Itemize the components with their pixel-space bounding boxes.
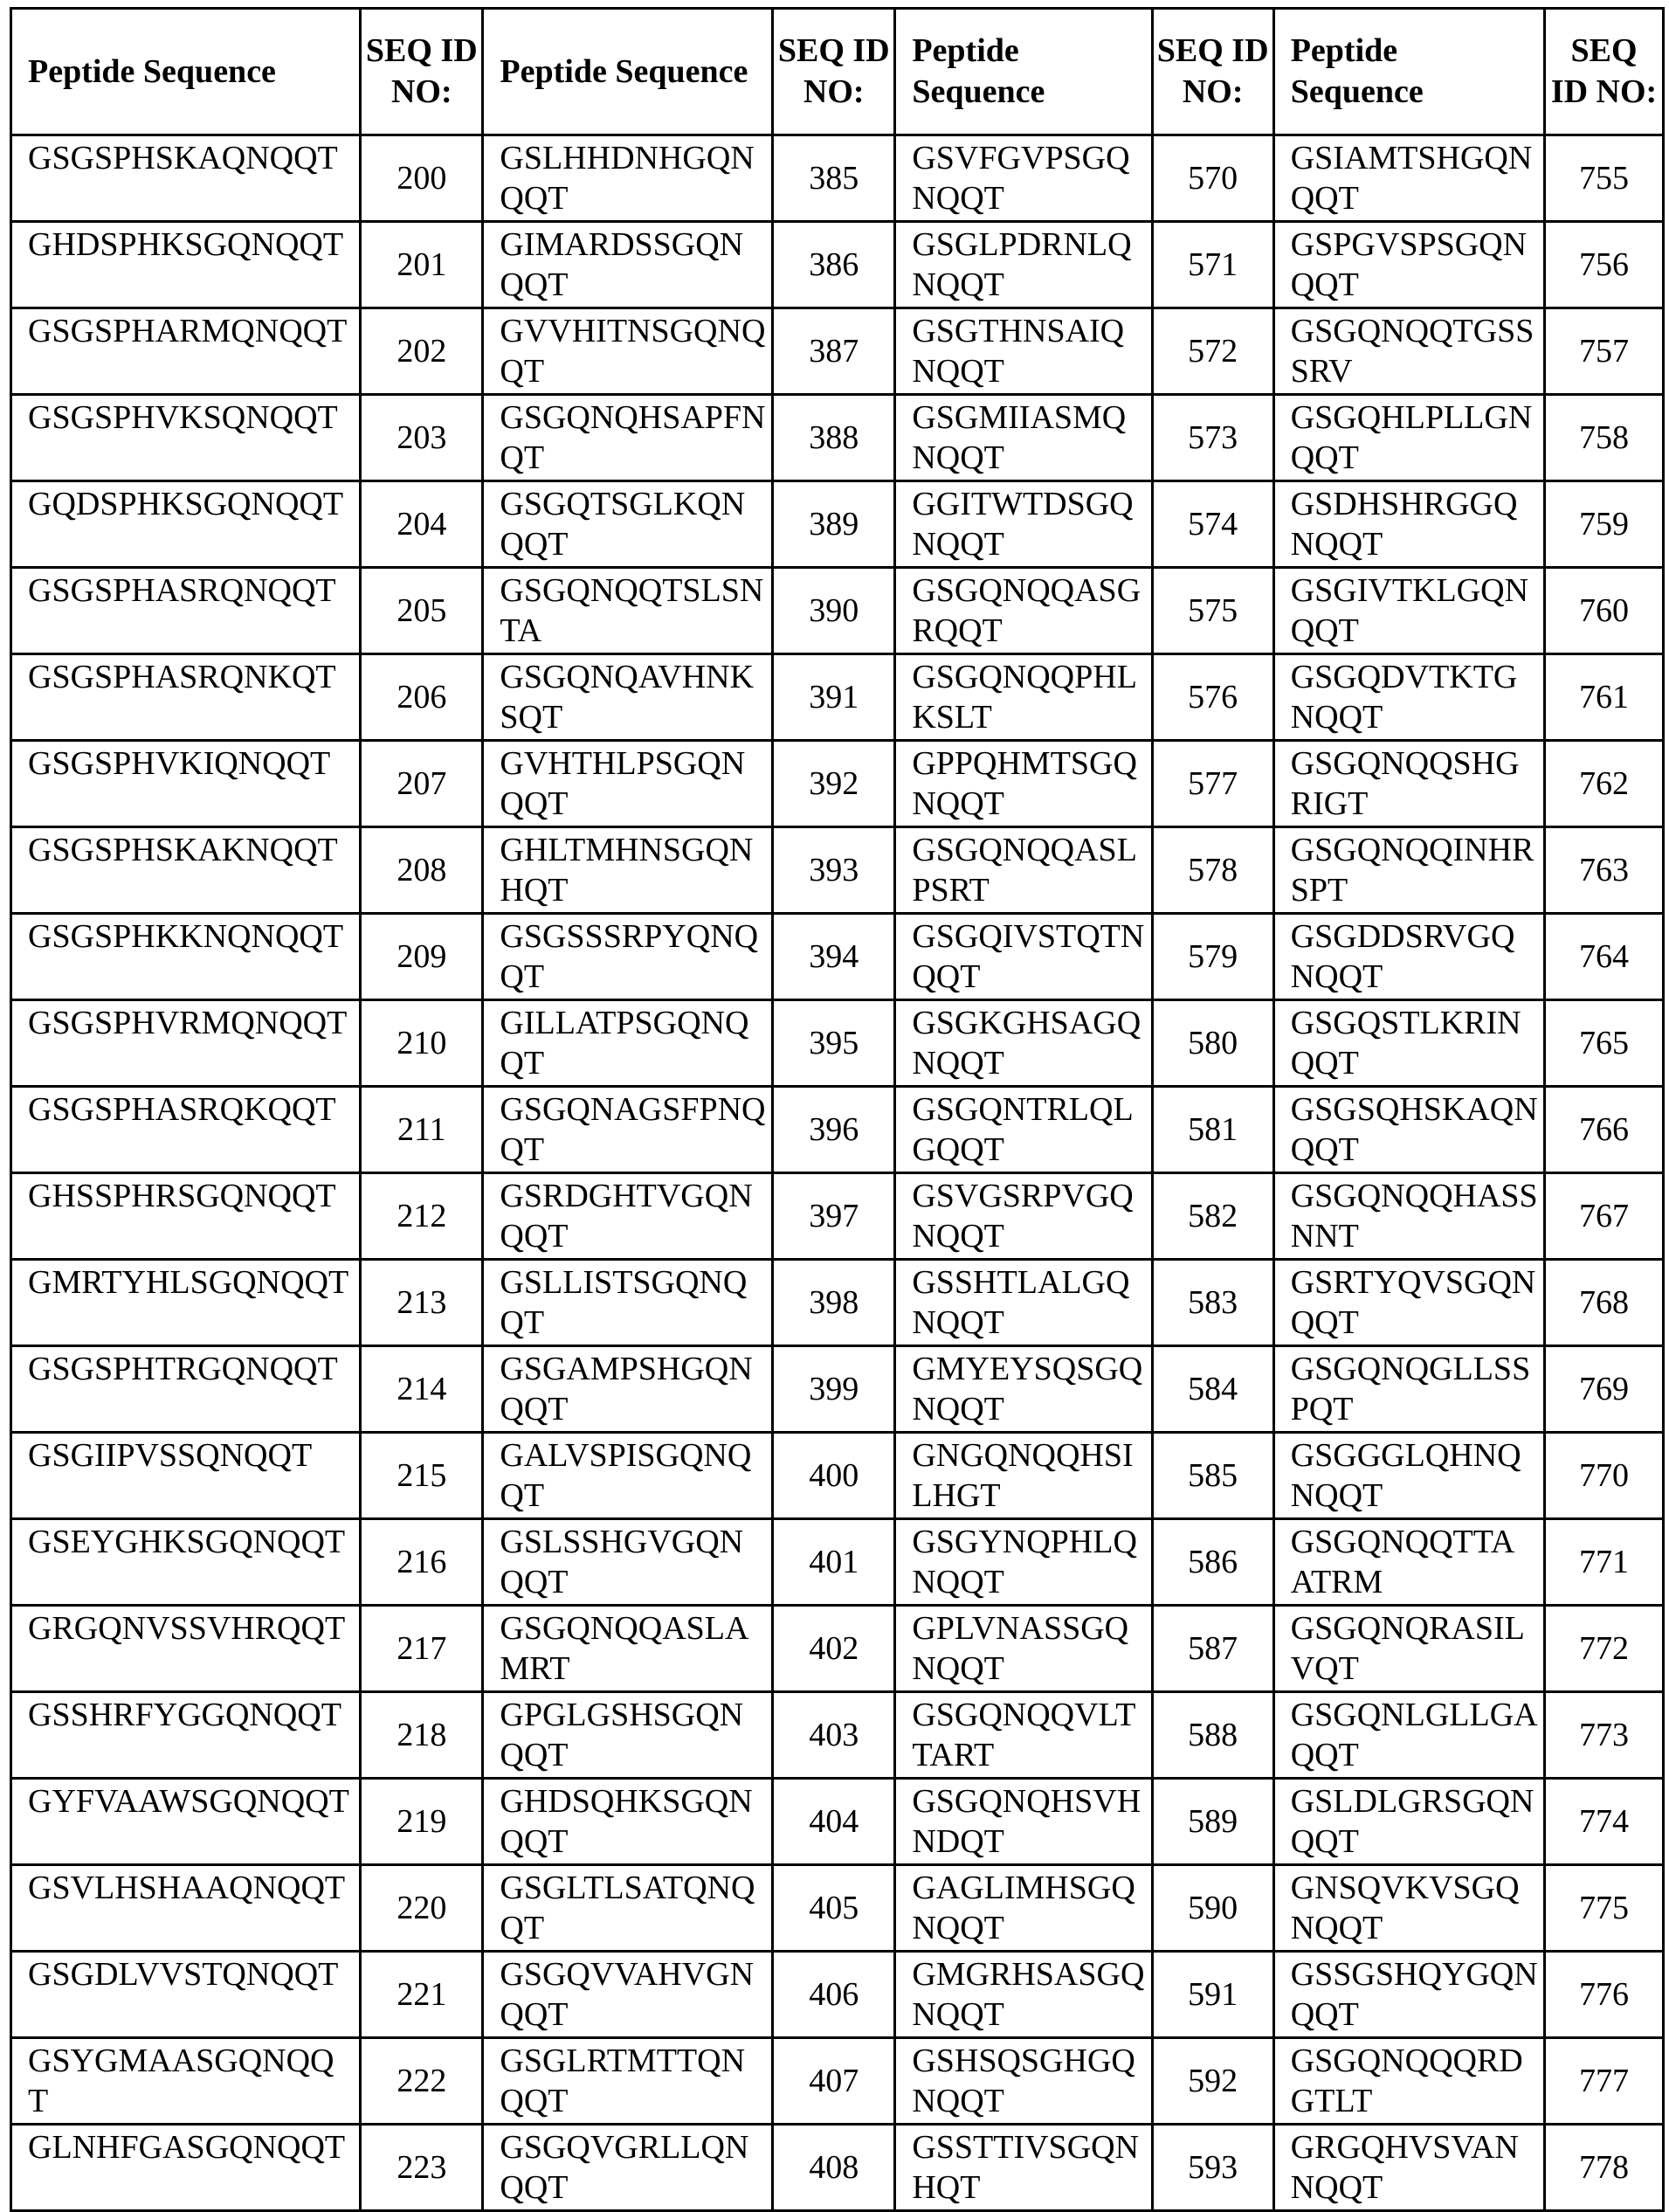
- table-row: [11, 481, 1664, 568]
- seq-id-cell: 583: [1152, 1260, 1273, 1346]
- table-row: [11, 914, 1664, 1000]
- seq-id-cell: 395: [773, 1000, 895, 1087]
- peptide-sequence-cell: GVHTHLPSGQNQQT: [483, 741, 773, 827]
- peptide-sequence-cell: GMYEYSQSGQNQQT: [895, 1346, 1152, 1433]
- table-row: [11, 1519, 1664, 1606]
- peptide-sequence-cell: GHDSPHKSGQNQQT: [11, 222, 361, 308]
- seq-id-cell: 776: [1545, 1952, 1664, 2038]
- seq-id-cell: 203: [361, 395, 483, 481]
- seq-id-cell: 766: [1545, 1087, 1664, 1173]
- peptide-sequence-cell: GSGSPHVKIQNQQT: [11, 741, 361, 827]
- peptide-sequence-cell: GSSHRFYGGQNQQT: [11, 1692, 361, 1779]
- peptide-sequence-cell: GSGQVGRLLQNQQT: [483, 2125, 773, 2211]
- header-seq-id: SEQ ID NO:: [361, 9, 483, 135]
- seq-id-cell: 588: [1152, 1692, 1273, 1779]
- peptide-sequence-cell: GNSQVKVSGQNQQT: [1273, 1865, 1544, 1952]
- seq-id-cell: 586: [1152, 1519, 1273, 1606]
- seq-id-cell: 220: [361, 1865, 483, 1952]
- peptide-sequence-cell: GSGMIIASMQNQQT: [895, 395, 1152, 481]
- peptide-sequence-cell: GSGQNQHSAPFNQT: [483, 395, 773, 481]
- peptide-sequence-cell: GSGKGHSAGQNQQT: [895, 1000, 1152, 1087]
- header-peptide-sequence: Peptide Sequence: [483, 9, 773, 135]
- peptide-sequence-cell: GPGLGSHSGQNQQT: [483, 1692, 773, 1779]
- header-seq-id: SEQ ID NO:: [1545, 9, 1664, 135]
- seq-id-cell: 577: [1152, 741, 1273, 827]
- peptide-sequence-cell: GSGQNTRLQLGQQT: [895, 1087, 1152, 1173]
- seq-id-cell: 765: [1545, 1000, 1664, 1087]
- table-row: [11, 1779, 1664, 1865]
- seq-id-cell: 573: [1152, 395, 1273, 481]
- table-row: [11, 1865, 1664, 1952]
- seq-id-cell: 408: [773, 2125, 895, 2211]
- peptide-sequence-cell: GSGQNQAVHNKSQT: [483, 654, 773, 741]
- peptide-sequence-cell: GSRDGHTVGQNQQT: [483, 1173, 773, 1260]
- table-row: [11, 2125, 1664, 2211]
- peptide-sequence-cell: GPPQHMTSGQNQQT: [895, 741, 1152, 827]
- seq-id-cell: 572: [1152, 308, 1273, 395]
- seq-id-cell: 587: [1152, 1606, 1273, 1692]
- seq-id-cell: 772: [1545, 1606, 1664, 1692]
- seq-id-cell: 205: [361, 568, 483, 654]
- seq-id-cell: 403: [773, 1692, 895, 1779]
- peptide-sequence-cell: GSGQNQQASLAMRT: [483, 1606, 773, 1692]
- seq-id-cell: 591: [1152, 1952, 1273, 2038]
- peptide-sequence-cell: GSGSPHKKNQNQQT: [11, 914, 361, 1000]
- seq-id-cell: 762: [1545, 741, 1664, 827]
- peptide-sequence-cell: GALVSPISGQNQQT: [483, 1433, 773, 1519]
- peptide-sequence-cell: GSGDLVVSTQNQQT: [11, 1952, 361, 2038]
- peptide-sequence-cell: GSLSSHGVGQNQQT: [483, 1519, 773, 1606]
- seq-id-cell: 770: [1545, 1433, 1664, 1519]
- peptide-sequence-cell: GSGQNQQTTAATRM: [1273, 1519, 1544, 1606]
- peptide-sequence-cell: GSGQNQQHASSNNT: [1273, 1173, 1544, 1260]
- peptide-sequence-cell: GSGQNQQQRDGTLT: [1273, 2038, 1544, 2125]
- peptide-sequence-cell: GSGQDVTKTGNQQT: [1273, 654, 1544, 741]
- seq-id-cell: 758: [1545, 395, 1664, 481]
- seq-id-cell: 400: [773, 1433, 895, 1519]
- peptide-sequence-cell: GQDSPHKSGQNQQT: [11, 481, 361, 568]
- table-row: [11, 395, 1664, 481]
- seq-id-cell: 575: [1152, 568, 1273, 654]
- header-seq-id: SEQ ID NO:: [773, 9, 895, 135]
- seq-id-cell: 204: [361, 481, 483, 568]
- seq-id-cell: 578: [1152, 827, 1273, 914]
- seq-id-cell: 589: [1152, 1779, 1273, 1865]
- peptide-sequence-cell: GSVFGVPSGQNQQT: [895, 135, 1152, 222]
- peptide-sequence-cell: GSGDDSRVGQNQQT: [1273, 914, 1544, 1000]
- seq-id-cell: 768: [1545, 1260, 1664, 1346]
- seq-id-cell: 211: [361, 1087, 483, 1173]
- peptide-sequence-cell: GSGQNQQASGRQQT: [895, 568, 1152, 654]
- peptide-sequence-cell: GSRTYQVSGQNQQT: [1273, 1260, 1544, 1346]
- seq-id-cell: 570: [1152, 135, 1273, 222]
- table-row: [11, 827, 1664, 914]
- seq-id-cell: 398: [773, 1260, 895, 1346]
- seq-id-cell: 206: [361, 654, 483, 741]
- seq-id-cell: 208: [361, 827, 483, 914]
- seq-id-cell: 582: [1152, 1173, 1273, 1260]
- peptide-sequence-cell: GSGQNQGLLSSPQT: [1273, 1346, 1544, 1433]
- seq-id-cell: 402: [773, 1606, 895, 1692]
- peptide-sequence-cell: GRGQHVSVANNQQT: [1273, 2125, 1544, 2211]
- seq-id-cell: 407: [773, 2038, 895, 2125]
- peptide-sequence-cell: GSVGSRPVGQNQQT: [895, 1173, 1152, 1260]
- peptide-sequence-table: [10, 7, 1665, 2212]
- peptide-sequence-cell: GSLHHDNHGQNQQT: [483, 135, 773, 222]
- peptide-sequence-cell: GSGQNQQTSLSNTA: [483, 568, 773, 654]
- header-row: [11, 9, 1664, 135]
- peptide-sequence-cell: GVVHITNSGQNQQT: [483, 308, 773, 395]
- table-row: [11, 1433, 1664, 1519]
- header-seq-id: SEQ ID NO:: [1152, 9, 1273, 135]
- seq-id-cell: 218: [361, 1692, 483, 1779]
- peptide-sequence-cell: GHSSPHRSGQNQQT: [11, 1173, 361, 1260]
- peptide-sequence-cell: GSGQVVAHVGNQQT: [483, 1952, 773, 2038]
- peptide-sequence-cell: GSSTTIVSGQNHQT: [895, 2125, 1152, 2211]
- peptide-sequence-cell: GSGIIPVSSQNQQT: [11, 1433, 361, 1519]
- table-row: [11, 1606, 1664, 1692]
- peptide-sequence-cell: GLNHFGASGQNQQT: [11, 2125, 361, 2211]
- peptide-sequence-cell: GAGLIMHSGQNQQT: [895, 1865, 1152, 1952]
- seq-id-cell: 215: [361, 1433, 483, 1519]
- peptide-sequence-cell: GHLTMHNSGQNHQT: [483, 827, 773, 914]
- peptide-sequence-cell: GSSHTLALGQNQQT: [895, 1260, 1152, 1346]
- seq-id-cell: 773: [1545, 1692, 1664, 1779]
- seq-id-cell: 584: [1152, 1346, 1273, 1433]
- seq-id-cell: 217: [361, 1606, 483, 1692]
- peptide-sequence-cell: GSGQIVSTQTNQQT: [895, 914, 1152, 1000]
- peptide-sequence-cell: GSEYGHKSGQNQQT: [11, 1519, 361, 1606]
- seq-id-cell: 592: [1152, 2038, 1273, 2125]
- peptide-sequence-cell: GSGSPHASRQNQQT: [11, 568, 361, 654]
- table-row: [11, 308, 1664, 395]
- peptide-sequence-cell: GSGSPHARMQNQQT: [11, 308, 361, 395]
- peptide-sequence-cell: GSGQNQQVLTTART: [895, 1692, 1152, 1779]
- peptide-sequence-cell: GNGQNQQHSILHGT: [895, 1433, 1152, 1519]
- seq-id-cell: 222: [361, 2038, 483, 2125]
- seq-id-cell: 757: [1545, 308, 1664, 395]
- header-peptide-sequence: Peptide Sequence: [1273, 9, 1544, 135]
- seq-id-cell: 213: [361, 1260, 483, 1346]
- table-row: [11, 222, 1664, 308]
- seq-id-cell: 394: [773, 914, 895, 1000]
- seq-id-cell: 223: [361, 2125, 483, 2211]
- peptide-sequence-cell: GSGLTLSATQNQQT: [483, 1865, 773, 1952]
- seq-id-cell: 769: [1545, 1346, 1664, 1433]
- seq-id-cell: 219: [361, 1779, 483, 1865]
- seq-id-cell: 761: [1545, 654, 1664, 741]
- seq-id-cell: 216: [361, 1519, 483, 1606]
- peptide-sequence-cell: GSLDLGRSGQNQQT: [1273, 1779, 1544, 1865]
- peptide-sequence-cell: GSGQNQQINHRSPT: [1273, 827, 1544, 914]
- peptide-sequence-cell: GHDSQHKSGQNQQT: [483, 1779, 773, 1865]
- peptide-sequence-cell: GSGSPHASRQKQQT: [11, 1087, 361, 1173]
- peptide-sequence-cell: GSGQNLGLLGAQQT: [1273, 1692, 1544, 1779]
- seq-id-cell: 756: [1545, 222, 1664, 308]
- table-row: [11, 1692, 1664, 1779]
- seq-id-cell: 579: [1152, 914, 1273, 1000]
- peptide-sequence-cell: GSGQHLPLLGNQQT: [1273, 395, 1544, 481]
- seq-id-cell: 585: [1152, 1433, 1273, 1519]
- seq-id-cell: 774: [1545, 1779, 1664, 1865]
- seq-id-cell: 396: [773, 1087, 895, 1173]
- seq-id-cell: 392: [773, 741, 895, 827]
- seq-id-cell: 389: [773, 481, 895, 568]
- seq-id-cell: 397: [773, 1173, 895, 1260]
- table-row: [11, 741, 1664, 827]
- header-peptide-sequence: Peptide Sequence: [895, 9, 1152, 135]
- peptide-sequence-cell: GSGSPHSKAKNQQT: [11, 827, 361, 914]
- table-row: [11, 1260, 1664, 1346]
- peptide-sequence-cell: GSGSSSRPYQNQQT: [483, 914, 773, 1000]
- seq-id-cell: 386: [773, 222, 895, 308]
- peptide-sequence-cell: GSGQNQQASLPSRT: [895, 827, 1152, 914]
- seq-id-cell: 406: [773, 1952, 895, 2038]
- seq-id-cell: 755: [1545, 135, 1664, 222]
- seq-id-cell: 571: [1152, 222, 1273, 308]
- seq-id-cell: 209: [361, 914, 483, 1000]
- seq-id-cell: 764: [1545, 914, 1664, 1000]
- seq-id-cell: 214: [361, 1346, 483, 1433]
- peptide-sequence-cell: GSGLPDRNLQNQQT: [895, 222, 1152, 308]
- table-row: [11, 1346, 1664, 1433]
- seq-id-cell: 212: [361, 1173, 483, 1260]
- table-row: [11, 1173, 1664, 1260]
- peptide-sequence-cell: GSHSQSGHGQNQQT: [895, 2038, 1152, 2125]
- table-row: [11, 135, 1664, 222]
- table-row: [11, 1952, 1664, 2038]
- seq-id-cell: 405: [773, 1865, 895, 1952]
- seq-id-cell: 387: [773, 308, 895, 395]
- peptide-sequence-cell: GSYGMAASGQNQQT: [11, 2038, 361, 2125]
- peptide-sequence-cell: GGITWTDSGQNQQT: [895, 481, 1152, 568]
- seq-id-cell: 771: [1545, 1519, 1664, 1606]
- peptide-sequence-cell: GSGSPHSKAQNQQT: [11, 135, 361, 222]
- peptide-sequence-cell: GSGGGLQHNQNQQT: [1273, 1433, 1544, 1519]
- peptide-sequence-cell: GSGTHNSAIQNQQT: [895, 308, 1152, 395]
- seq-id-cell: 593: [1152, 2125, 1273, 2211]
- peptide-sequence-cell: GSGQTSGLKQNQQT: [483, 481, 773, 568]
- seq-id-cell: 201: [361, 222, 483, 308]
- peptide-sequence-cell: GYFVAAWSGQNQQT: [11, 1779, 361, 1865]
- table-row: [11, 2038, 1664, 2125]
- peptide-sequence-cell: GIMARDSSGQNQQT: [483, 222, 773, 308]
- peptide-sequence-cell: GSVLHSHAAQNQQT: [11, 1865, 361, 1952]
- table-row: [11, 654, 1664, 741]
- peptide-sequence-cell: GSGSPHTRGQNQQT: [11, 1346, 361, 1433]
- peptide-sequence-cell: GSGSPHVKSQNQQT: [11, 395, 361, 481]
- peptide-sequence-cell: GSSGSHQYGQNQQT: [1273, 1952, 1544, 2038]
- seq-id-cell: 399: [773, 1346, 895, 1433]
- peptide-sequence-cell: GSGQNQRASILVQT: [1273, 1606, 1544, 1692]
- peptide-sequence-cell: GSDHSHRGGQNQQT: [1273, 481, 1544, 568]
- seq-id-cell: 202: [361, 308, 483, 395]
- table-row: [11, 1087, 1664, 1173]
- peptide-sequence-cell: GSIAMTSHGQNQQT: [1273, 135, 1544, 222]
- seq-id-cell: 576: [1152, 654, 1273, 741]
- seq-id-cell: 390: [773, 568, 895, 654]
- peptide-sequence-cell: GSGQNQHSVHNDQT: [895, 1779, 1152, 1865]
- seq-id-cell: 385: [773, 135, 895, 222]
- peptide-sequence-cell: GSGIVTKLGQNQQT: [1273, 568, 1544, 654]
- seq-id-cell: 207: [361, 741, 483, 827]
- seq-id-cell: 778: [1545, 2125, 1664, 2211]
- seq-id-cell: 763: [1545, 827, 1664, 914]
- seq-id-cell: 590: [1152, 1865, 1273, 1952]
- peptide-sequence-cell: GRGQNVSSVHRQQT: [11, 1606, 361, 1692]
- peptide-sequence-cell: GSGAMPSHGQNQQT: [483, 1346, 773, 1433]
- peptide-sequence-cell: GSGSPHVRMQNQQT: [11, 1000, 361, 1087]
- peptide-sequence-cell: GSGYNQPHLQNQQT: [895, 1519, 1152, 1606]
- peptide-sequence-cell: GSLLISTSGQNQQT: [483, 1260, 773, 1346]
- peptide-sequence-cell: GMRTYHLSGQNQQT: [11, 1260, 361, 1346]
- peptide-sequence-cell: GSGQNQQSHGRIGT: [1273, 741, 1544, 827]
- seq-id-cell: 404: [773, 1779, 895, 1865]
- seq-id-cell: 401: [773, 1519, 895, 1606]
- peptide-sequence-cell: GSGQNAGSFPNQQT: [483, 1087, 773, 1173]
- header-peptide-sequence: Peptide Sequence: [11, 9, 361, 135]
- peptide-sequence-cell: GSGSPHASRQNKQT: [11, 654, 361, 741]
- seq-id-cell: 580: [1152, 1000, 1273, 1087]
- seq-id-cell: 581: [1152, 1087, 1273, 1173]
- seq-id-cell: 760: [1545, 568, 1664, 654]
- peptide-sequence-cell: GSGSQHSKAQNQQT: [1273, 1087, 1544, 1173]
- seq-id-cell: 221: [361, 1952, 483, 2038]
- table-row: [11, 1000, 1664, 1087]
- peptide-sequence-cell: GSGQNQQTGSSSRV: [1273, 308, 1544, 395]
- peptide-sequence-cell: GSGQNQQPHLKSLT: [895, 654, 1152, 741]
- peptide-sequence-cell: GMGRHSASGQNQQT: [895, 1952, 1152, 2038]
- seq-id-cell: 391: [773, 654, 895, 741]
- seq-id-cell: 393: [773, 827, 895, 914]
- peptide-sequence-cell: GSPGVSPSGQNQQT: [1273, 222, 1544, 308]
- seq-id-cell: 759: [1545, 481, 1664, 568]
- seq-id-cell: 775: [1545, 1865, 1664, 1952]
- peptide-sequence-cell: GSGQSTLKRINQQT: [1273, 1000, 1544, 1087]
- seq-id-cell: 388: [773, 395, 895, 481]
- seq-id-cell: 574: [1152, 481, 1273, 568]
- seq-id-cell: 777: [1545, 2038, 1664, 2125]
- peptide-sequence-cell: GPLVNASSGQNQQT: [895, 1606, 1152, 1692]
- peptide-sequence-cell: GSGLRTMTTQNQQT: [483, 2038, 773, 2125]
- seq-id-cell: 200: [361, 135, 483, 222]
- seq-id-cell: 210: [361, 1000, 483, 1087]
- table-row: [11, 568, 1664, 654]
- peptide-sequence-cell: GILLATPSGQNQQT: [483, 1000, 773, 1087]
- seq-id-cell: 767: [1545, 1173, 1664, 1260]
